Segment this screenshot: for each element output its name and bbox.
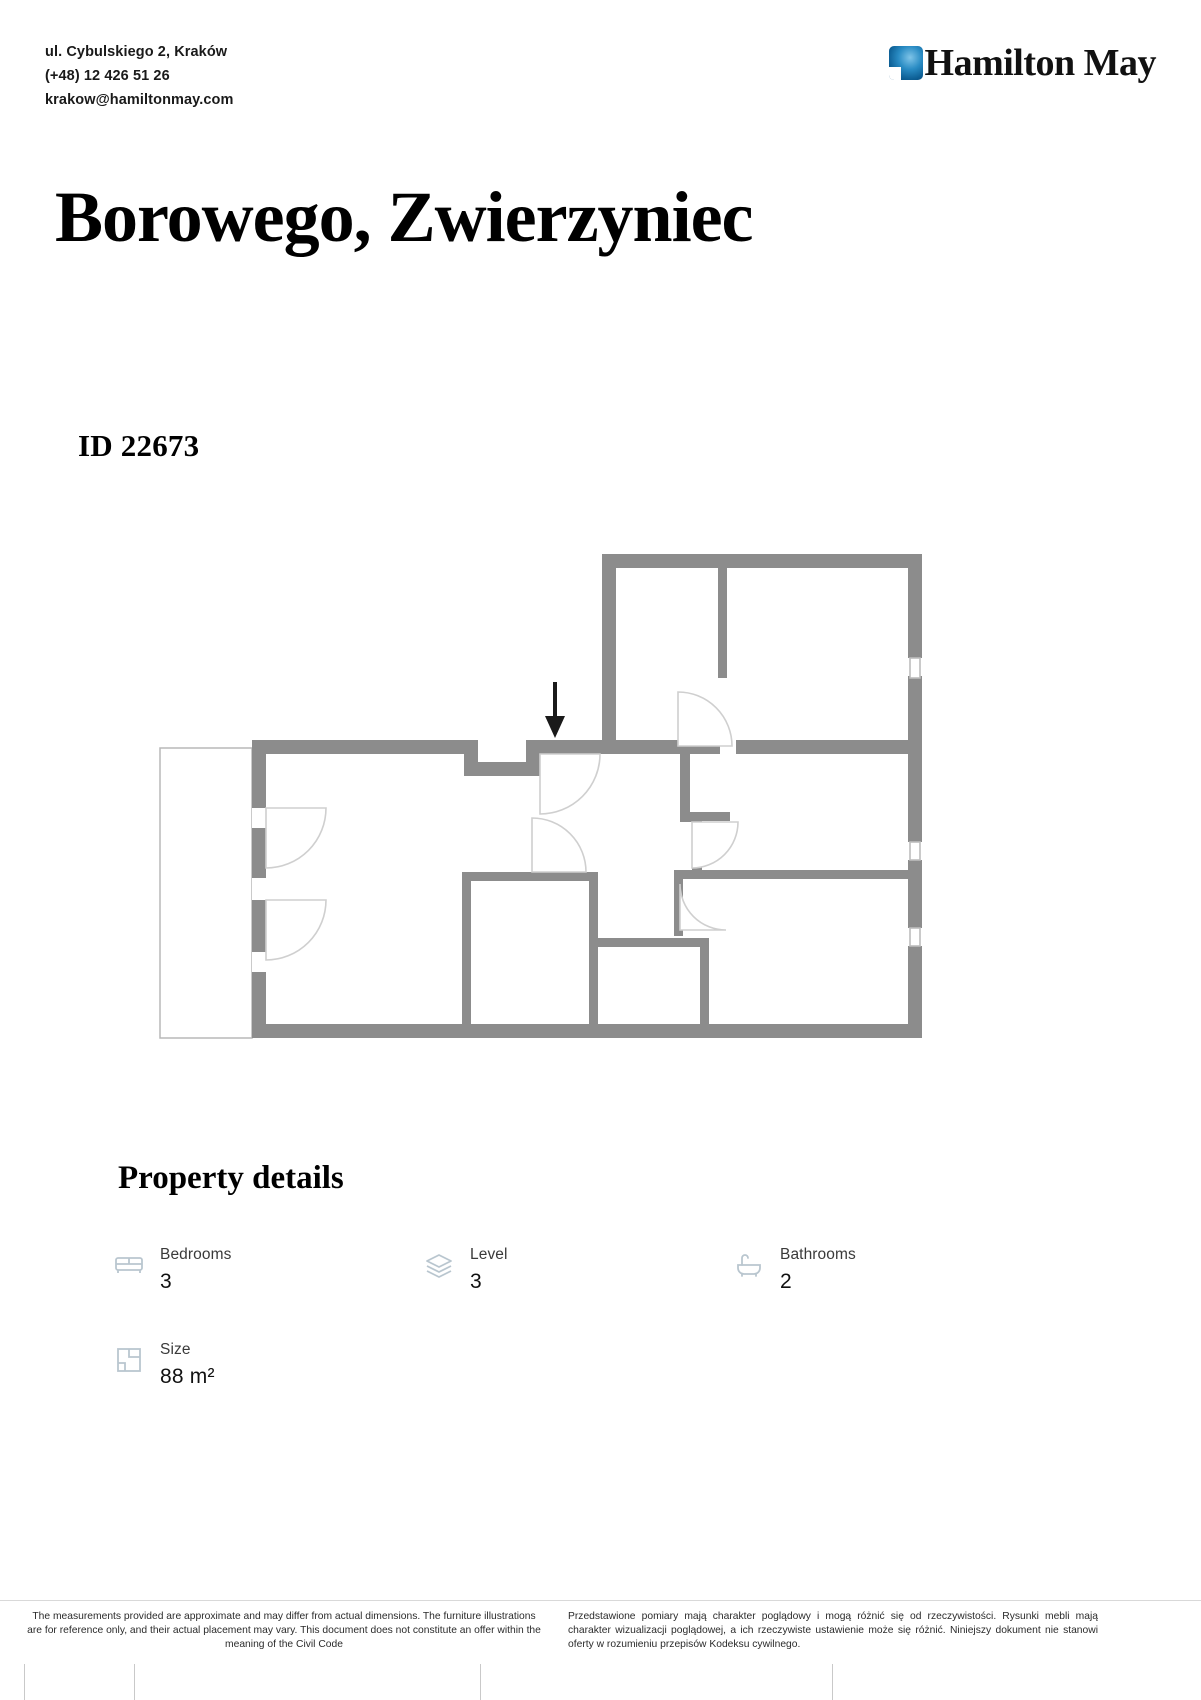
detail-label: Bathrooms (780, 1246, 856, 1263)
detail-label: Size (160, 1341, 191, 1358)
page-title: Borowego, Zwierzyniec (55, 177, 753, 257)
property-id: ID 22673 (78, 428, 200, 463)
bathtub-icon (732, 1248, 766, 1282)
contact-email: krakow@hamiltonmay.com (45, 92, 234, 108)
footer-divider (0, 1600, 1201, 1601)
floorplan (140, 540, 950, 1070)
floorplan-icon (112, 1343, 146, 1377)
hamilton-may-square-logo-icon (889, 46, 923, 80)
detail-value: 88 m² (160, 1365, 215, 1388)
brand-lockup (889, 42, 1156, 84)
floorplan-drawing (140, 540, 950, 1070)
layers-icon (422, 1248, 456, 1282)
details-row-2 (112, 1340, 1052, 1392)
details-row-1 (112, 1245, 1052, 1297)
detail-label: Level (470, 1246, 508, 1263)
contact-address: ul. Cybulskiego 2, Kraków (45, 44, 228, 60)
detail-level (422, 1245, 732, 1297)
page-header (45, 40, 1156, 120)
contact-phone: (+48) 12 426 51 26 (45, 68, 170, 84)
detail-value: 3 (160, 1270, 172, 1293)
details-grid (112, 1245, 1052, 1392)
bed-icon (112, 1248, 146, 1282)
detail-bathrooms (732, 1245, 1042, 1297)
details-heading: Property details (118, 1160, 344, 1196)
detail-size (112, 1340, 422, 1392)
detail-bedrooms (112, 1245, 422, 1297)
detail-value: 3 (470, 1270, 482, 1293)
disclaimer-pl: Przedstawione pomiary mają charakter poglądowy i mogą różnić się od rzeczywistości. Rysunki mebli mają charakter wizualizacji poglądowej, a ich rzeczywiste ustawienie może się różnić. Niniejszy dokument nie stanowi oferty w rozumieniu przepisów Kodeksu cywilnego. (568, 1611, 1098, 1650)
crop-marks (0, 1664, 1201, 1700)
brand-name: Hamilton May (924, 42, 1156, 84)
contact-block (45, 40, 234, 112)
disclaimer-en: The measurements provided are approximate and may differ from actual dimensions. The furniture illustrations are for reference only, and their actual placement may vary. This document does not constitute an offer within the meaning of the Civil Code (27, 1611, 541, 1650)
page-footer (0, 1610, 1201, 1700)
detail-label: Bedrooms (160, 1246, 232, 1263)
detail-value: 2 (780, 1270, 792, 1293)
entrance-arrow-icon (545, 682, 565, 738)
